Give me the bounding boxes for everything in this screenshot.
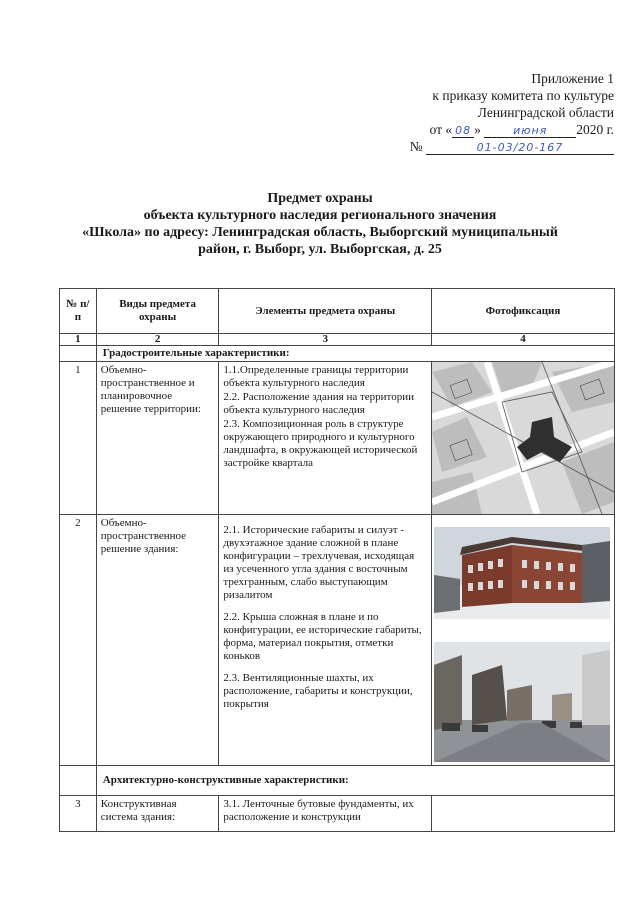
protection-table xyxy=(59,288,615,832)
document-title xyxy=(40,190,600,258)
col-number-1: 1 xyxy=(60,334,97,346)
date-mid: » xyxy=(474,122,481,137)
appendix-number-line xyxy=(410,138,614,155)
number-prefix: № xyxy=(409,139,423,154)
site-plan-photo xyxy=(431,362,614,515)
title-line-4: район, г. Выборг, ул. Выборгская, д. 25 xyxy=(198,242,442,257)
section-row-urban xyxy=(60,346,615,362)
header-photo: Фотофиксация xyxy=(431,289,614,334)
row-elements xyxy=(219,796,432,832)
date-month: июня xyxy=(484,124,576,138)
title-line-1: Предмет охраны xyxy=(267,191,373,206)
table-row xyxy=(60,362,615,515)
building-photo-images xyxy=(432,515,614,765)
col-number-2: 2 xyxy=(96,334,219,346)
element-item: 1.1.Определенные границы территории объекта культурного наследия xyxy=(223,364,409,389)
element-item: 2.2. Расположение здания на территории объекта культурного наследия xyxy=(223,391,414,416)
section-row-architecture xyxy=(60,766,615,796)
col-number-3: 3 xyxy=(219,334,432,346)
site-plan-map-image xyxy=(432,362,614,514)
table-header-row xyxy=(60,289,615,334)
table-row xyxy=(60,796,615,832)
element-item: 2.1. Исторические габариты и силуэт - двухэтажное здание сложной в плане конфигурации – трехлучевая, исходящая из усеченного угла здания с восточным трехгранным, слабо выступающим ризалитом xyxy=(223,524,415,601)
element-item: 2.2. Крыша сложная в плане и по конфигурации, ее исторические габариты, форма, материал покрытия, отметки коньков xyxy=(223,611,422,662)
row-num: 2 xyxy=(60,515,97,766)
number-value: 01-03/20-167 xyxy=(426,141,614,155)
title-line-3: «Школа» по адресу: Ленинградская область, Выборгский муниципальный xyxy=(82,225,558,240)
row-num: 1 xyxy=(60,362,97,515)
row-elements xyxy=(219,362,432,515)
row-num: 3 xyxy=(60,796,97,832)
element-item: 2.3. Вентиляционные шахты, их расположение, габариты и конструкции, покрытия xyxy=(223,672,413,710)
appendix-order-line: к приказу комитета по культуре xyxy=(432,88,614,103)
section-urban-title: Градостроительные характеристики: xyxy=(96,346,614,362)
appendix-title: Приложение 1 xyxy=(531,71,614,86)
column-number-row xyxy=(60,334,615,346)
header-elements: Элементы предмета охраны xyxy=(219,289,432,334)
row-kind: Конструктивная система здания: xyxy=(96,796,219,832)
date-prefix: от « xyxy=(429,122,453,137)
element-item: 2.3. Композиционная роль в структуре окружающего природного и культурного ландшафта, в окружающей исторической застройке квартала xyxy=(223,418,418,469)
row-elements xyxy=(219,515,432,766)
header-num: № п/п xyxy=(60,289,97,334)
row-kind: Объемно-пространственное и планировочное решение территории: xyxy=(96,362,219,515)
header-kind: Виды предмета охраны xyxy=(96,289,219,334)
building-photos xyxy=(431,515,614,766)
table-row xyxy=(60,515,615,766)
date-year: 2020 г. xyxy=(576,122,614,137)
row-photo-empty xyxy=(431,796,614,832)
title-line-2: объекта культурного наследия регионального значения xyxy=(143,208,497,223)
col-number-4: 4 xyxy=(431,334,614,346)
appendix-region-line: Ленинградской области xyxy=(477,105,614,120)
row-kind: Объемно-пространственное решение здания: xyxy=(96,515,219,766)
appendix-block xyxy=(410,70,614,155)
section-architecture-title: Архитектурно-конструктивные характеристики: xyxy=(96,766,614,796)
element-item: 3.1. Ленточные бутовые фундаменты, их расположение и конструкции xyxy=(223,798,414,823)
appendix-date-line xyxy=(410,121,614,138)
date-day: 08 xyxy=(452,124,474,138)
